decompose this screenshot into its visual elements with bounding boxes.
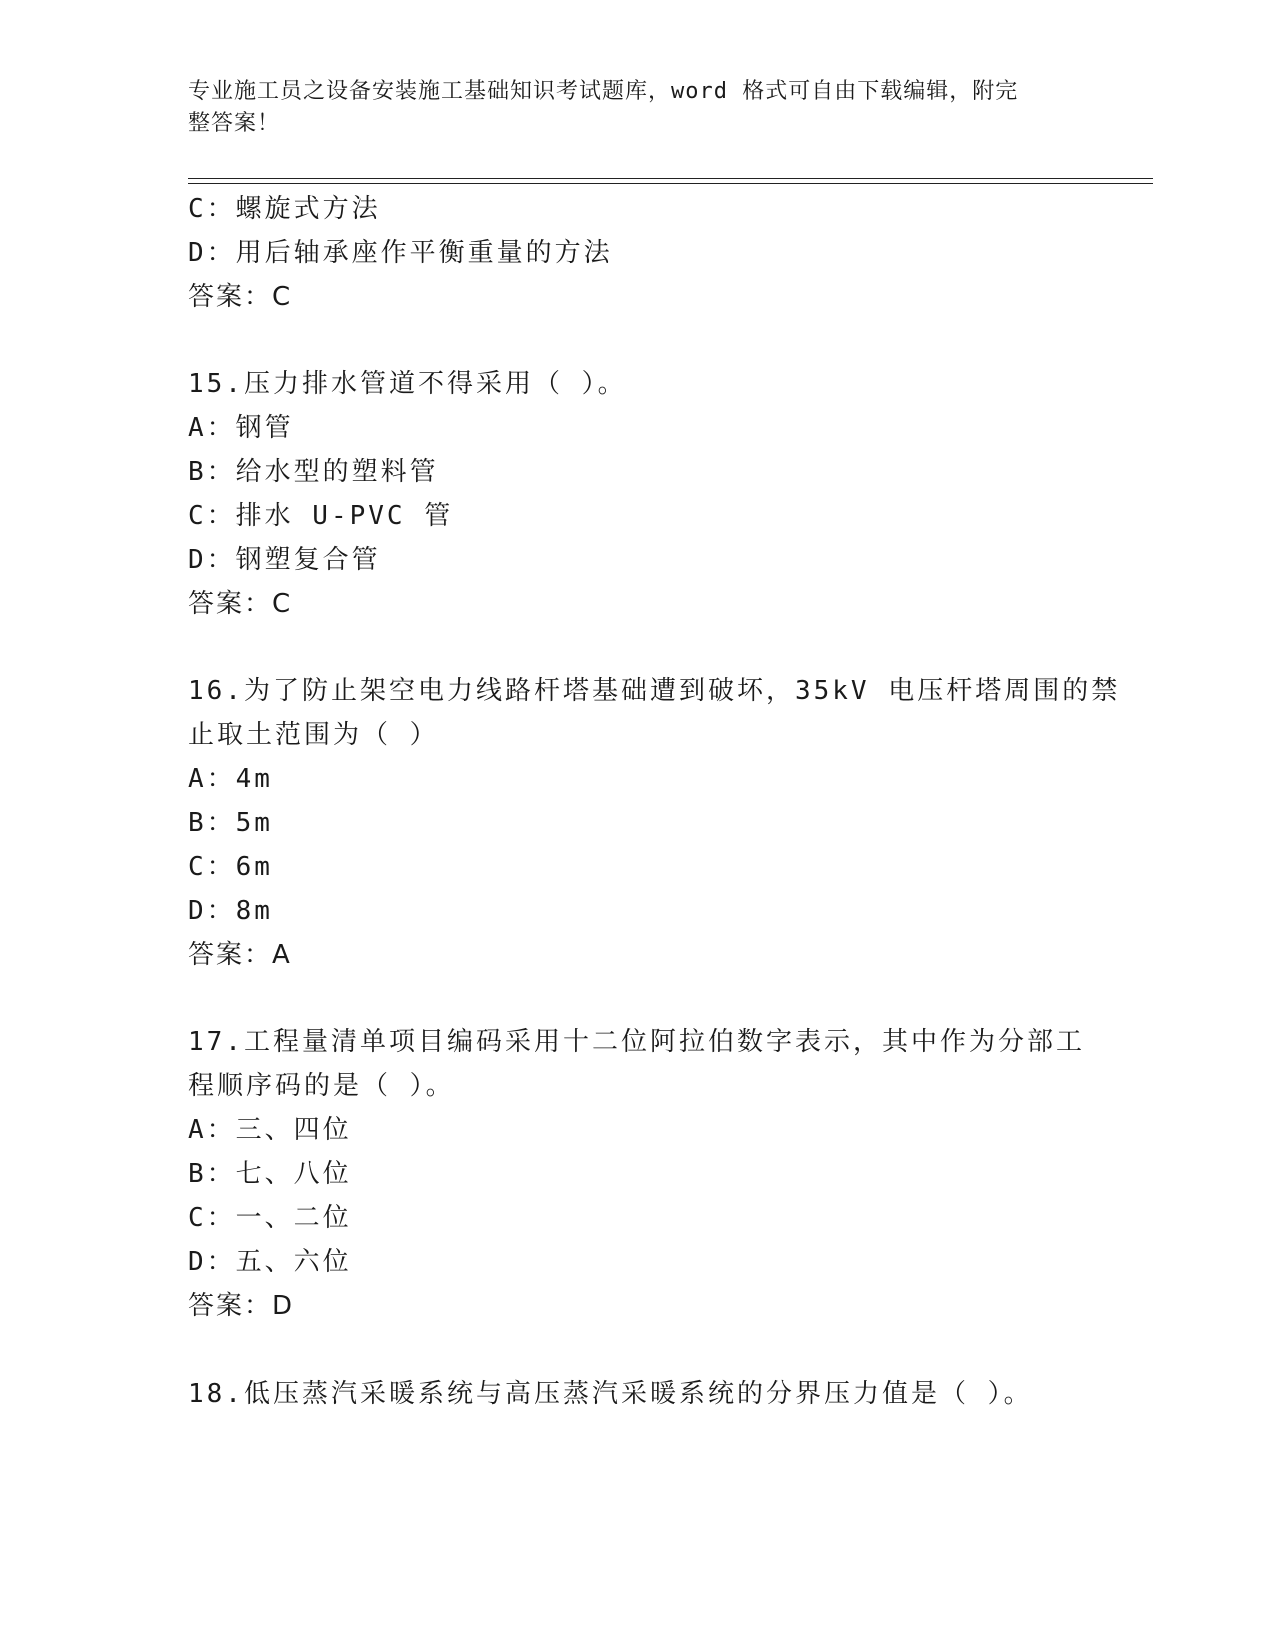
question-15-option-c: C：排水 U-PVC 管: [188, 501, 454, 531]
question-17-stem-line-2: 程顺序码的是（ ）。: [188, 1071, 455, 1101]
question-16-option-c: C：6m: [188, 852, 273, 882]
question-17-option-d: D：五、六位: [188, 1247, 352, 1277]
question-16-stem-line-2: 止取土范围为（ ）: [188, 720, 439, 750]
question-17-option-a: A：三、四位: [188, 1115, 352, 1145]
question-15-option-d: D：钢塑复合管: [188, 545, 381, 575]
question-16-answer: 答案：A: [188, 940, 292, 970]
header-line-2: 整答案！: [188, 111, 281, 136]
page-header: [188, 76, 1088, 140]
question-15-option-b: B：给水型的塑料管: [188, 457, 439, 487]
header-divider-bottom: [188, 183, 1153, 184]
prev-answer: 答案：C: [188, 282, 293, 312]
question-17-option-c: C：一、二位: [188, 1203, 352, 1233]
prev-option-c: C：螺旋式方法: [188, 194, 381, 224]
question-16-option-d: D：8m: [188, 896, 273, 926]
question-18-stem: 18.低压蒸汽采暖系统与高压蒸汽采暖系统的分界压力值是（ ）。: [188, 1379, 1033, 1409]
question-15-option-a: A：钢管: [188, 413, 294, 443]
question-16-option-a: A：4m: [188, 764, 273, 794]
question-16-stem-line-1: 16.为了防止架空电力线路杆塔基础遭到破坏，35kV 电压杆塔周围的禁: [188, 676, 1121, 706]
header-line-1: 专业施工员之设备安装施工基础知识考试题库，word 格式可自由下载编辑，附完: [188, 79, 1019, 104]
question-16-option-b: B：5m: [188, 808, 273, 838]
question-15-answer: 答案：C: [188, 589, 293, 619]
question-17-option-b: B：七、八位: [188, 1159, 352, 1189]
header-divider-top: [188, 178, 1153, 179]
question-15-stem: 15.压力排水管道不得采用（ ）。: [188, 369, 627, 399]
question-17-answer: 答案：D: [188, 1291, 295, 1321]
question-17-stem-line-1: 17.工程量清单项目编码采用十二位阿拉伯数字表示，其中作为分部工: [188, 1027, 1085, 1057]
prev-option-d: D：用后轴承座作平衡重量的方法: [188, 238, 613, 268]
